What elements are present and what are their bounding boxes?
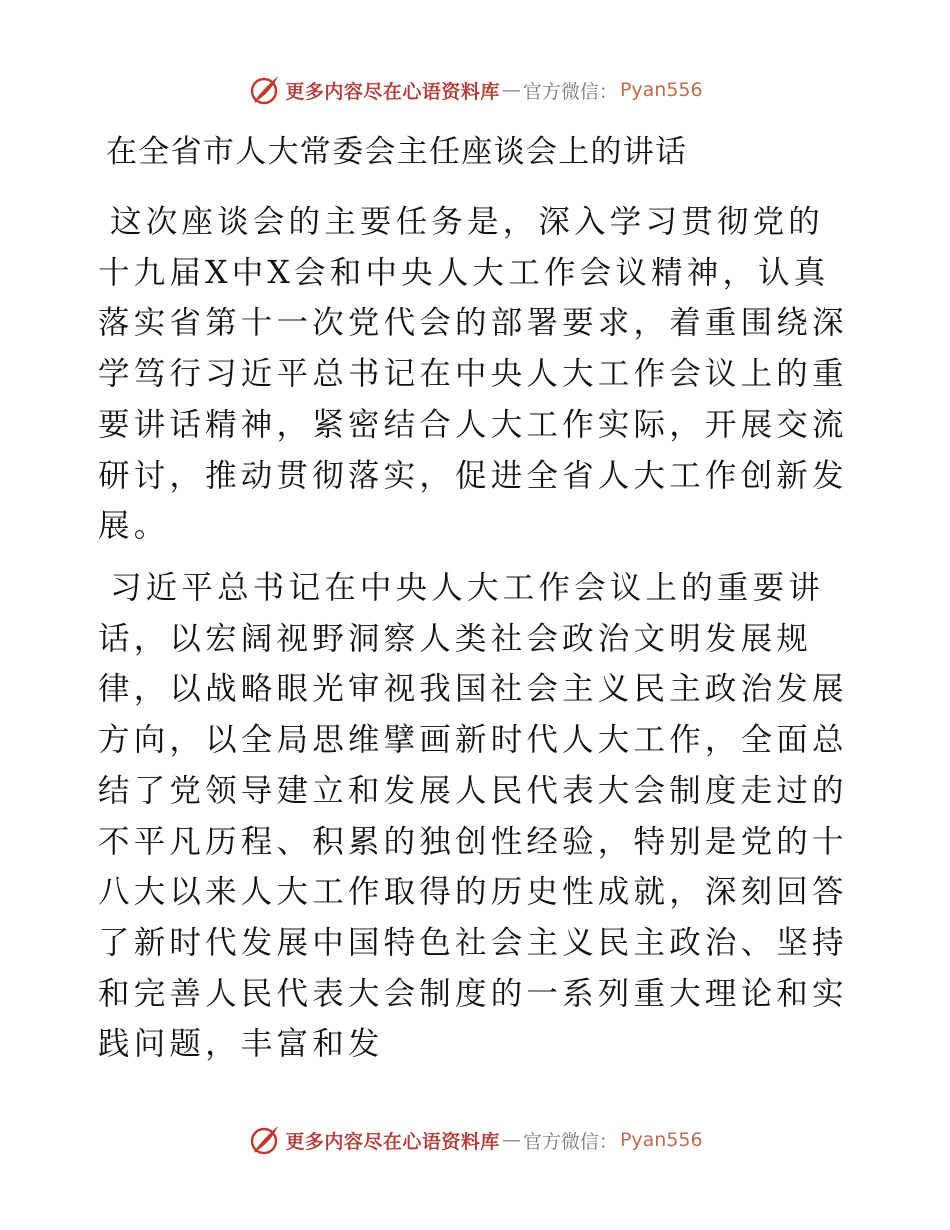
- banner-main-text: 更多内容尽在心语资料库: [285, 80, 500, 103]
- banner-wechat-label: 官方微信：: [522, 1130, 618, 1153]
- banner-main-text: 更多内容尽在心语资料库: [285, 1130, 500, 1153]
- quill-logo-icon: [247, 1123, 281, 1157]
- banner-wechat-label: 官方微信：: [522, 80, 618, 103]
- footer-watermark-banner: [0, 1123, 950, 1157]
- header-watermark-banner: [0, 73, 950, 107]
- document-title: 在全省市人大常委会主任座谈会上的讲话: [106, 134, 688, 170]
- banner-separator: —: [501, 79, 521, 101]
- banner-wechat-id: Pyan556: [619, 1129, 703, 1151]
- banner-wechat-id: Pyan556: [619, 79, 703, 101]
- banner-separator: —: [501, 1129, 521, 1151]
- quill-logo-icon: [247, 73, 281, 107]
- body-paragraph-2: 习近平总书记在中央人大工作会议上的重要讲话，以宏阔视野洞察人类社会政治文明发展规律，以战略眼光审视我国社会主义民主政治发展方向，以全局思维擘画新时代人大工作，全面总结了党领导建立和发展人民代表大会制度走过的不平凡历程、积累的独创性经验，特别是党的十八大以来人大工作取得的历史性成就，深刻回答了新时代发展中国特色社会主义民主政治、坚持和完善人民代表大会制度的一系列重大理论和实践问题，丰富和发: [98, 570, 848, 1063]
- body-paragraph-1: 这次座谈会的主要任务是，深入学习贯彻党的十九届X中X会和中央人大工作会议精神，认真落实省第十一次党代会的部署要求，着重围绕深学笃行习近平总书记在中央人大工作会议上的重要讲话精神，紧密结合人大工作实际，开展交流研讨，推动贯彻落实，促进全省人大工作创新发展。: [98, 204, 848, 545]
